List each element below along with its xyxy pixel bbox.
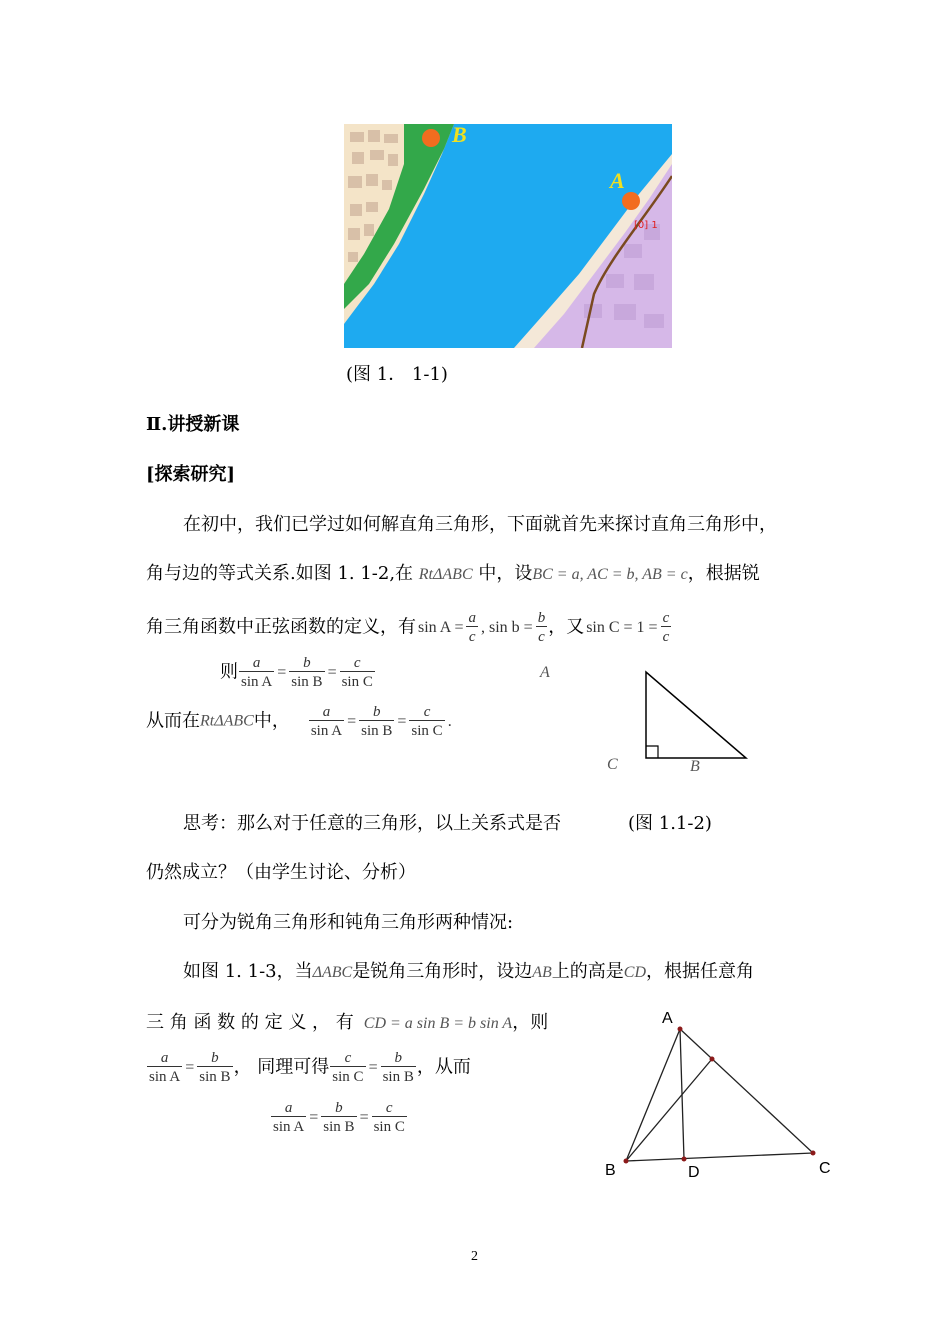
right-triangle — [646, 672, 746, 758]
frac-c-over-c — [661, 610, 672, 645]
equals-sign: = — [309, 1108, 319, 1126]
frac-den: sin C — [409, 720, 444, 739]
then-label: 则 — [220, 661, 238, 683]
para3-line2-b: ，则 — [512, 1012, 549, 1033]
frac-num: b — [394, 1050, 402, 1066]
frac-a-sinA — [239, 655, 274, 690]
equals-sign: = — [368, 1058, 378, 1076]
river-map-image — [344, 124, 672, 348]
frac-den: sin B — [197, 1066, 232, 1085]
frac-b-over-c — [536, 610, 548, 645]
frac-den: sin C — [340, 671, 375, 690]
frac-num: a — [468, 610, 476, 626]
frac-den: sin A — [309, 720, 344, 739]
map-label: [0] 1 — [634, 220, 658, 231]
para3-line2 — [146, 1012, 548, 1035]
frac-den: sin B — [381, 1066, 416, 1085]
frac-den: sin A — [239, 671, 274, 690]
frac-num: c — [344, 1050, 352, 1066]
frac-den: sin B — [289, 671, 324, 690]
figure2-caption: (图 1.1-2) — [628, 813, 712, 834]
frac-b-sinB — [289, 655, 324, 690]
still-text: 仍然成立？（由学生讨论、分析） — [146, 862, 416, 883]
thus-equation — [146, 704, 454, 739]
para1-line3-b: ，又 — [548, 616, 585, 638]
point-a-marker — [622, 192, 640, 210]
para3-line1 — [183, 961, 754, 984]
cd-equation: CD = a sin B = b sin A — [363, 1015, 513, 1032]
frac-b-sinB — [321, 1100, 356, 1135]
frac-num: c — [662, 610, 670, 626]
frac-a-sinA — [147, 1050, 182, 1085]
frac-num: b — [303, 655, 311, 671]
para3-line3 — [146, 1050, 471, 1085]
acute-triangle-lines — [626, 1029, 813, 1161]
frac-b-sinB — [381, 1050, 416, 1085]
para1-line2-a: 角与边的等式关系.如图 1. 1-2,在 — [146, 563, 414, 584]
frac-num: c — [385, 1100, 393, 1116]
point-b-marker — [422, 129, 440, 147]
cases-text: 可分为锐角三角形和钝角三角形两种情况: — [183, 912, 514, 933]
equals-sign: = — [359, 1108, 369, 1126]
frac-a-over-c — [466, 610, 478, 645]
frac-num: b — [211, 1050, 219, 1066]
para3-line1-b: 是锐角三角形时，设边 — [352, 961, 533, 982]
frac-num: c — [423, 704, 431, 720]
rt-abc-2: RtΔABC — [200, 712, 254, 730]
frac-den: c — [466, 626, 478, 645]
para1-line3-a: 角三角函数中正弦函数的定义，有 — [146, 616, 416, 638]
equals-sign: = — [185, 1058, 195, 1076]
final-equation — [270, 1100, 408, 1135]
frac-a-sinA — [309, 704, 344, 739]
frac-c-sinC — [409, 704, 444, 739]
page-number: 2 — [471, 1249, 478, 1264]
rt-abc: RtΔABC — [418, 566, 473, 583]
para1-line3 — [146, 610, 672, 645]
frac-num: a — [160, 1050, 169, 1066]
frac-b-sinB — [359, 704, 394, 739]
frac-den: sin B — [359, 720, 394, 739]
para1-line2-b: 中，设 — [478, 563, 533, 584]
section-title: Ⅱ.讲授新课 — [146, 414, 240, 435]
para1-line2-c: ，根据锐 — [687, 563, 760, 584]
thus-b: 中， — [253, 710, 290, 732]
thus-a: 从而在 — [146, 710, 200, 732]
equals-sign: = — [347, 712, 357, 730]
section-subtitle: [探索研究] — [146, 464, 236, 485]
river-map-svg — [344, 124, 672, 348]
point-a-label: A — [610, 168, 625, 193]
right-triangle-figure — [640, 668, 752, 764]
para1-line1: 在初中，我们已学过如何解直角三角形，下面就首先来探讨直角三角形中， — [183, 514, 777, 535]
think-text: 思考：那么对于任意的三角形，以上关系式是否 — [183, 813, 561, 834]
period: . — [447, 712, 452, 730]
para3-line1-c: 上的高是 — [551, 961, 624, 982]
side-ab: AB — [532, 964, 552, 981]
acute-triangle-figure — [600, 1005, 840, 1180]
bc-equation: BC = a, AC = b, AB = c — [532, 566, 688, 583]
sinb-lhs: , sin b = — [480, 618, 533, 636]
sinA-lhs: sin A = — [418, 618, 464, 636]
frac-den: c — [536, 626, 548, 645]
fig3-label-d: D — [688, 1164, 700, 1180]
frac-den: sin A — [271, 1116, 306, 1135]
frac-c-sinC — [340, 655, 375, 690]
delta-abc: ΔABC — [312, 964, 353, 981]
frac-num: a — [284, 1100, 293, 1116]
frac-num: a — [252, 655, 261, 671]
right-angle-marker — [646, 746, 658, 758]
para3-line2-a: 三 角 函 数 的 定 义 ， 有 — [146, 1012, 354, 1033]
frac-den: c — [661, 626, 672, 645]
frac-c-sinC — [372, 1100, 407, 1135]
fig3-label-c: C — [819, 1160, 831, 1177]
para3-line1-a: 如图 1. 1-3，当 — [183, 961, 313, 982]
frac-b-sinB — [197, 1050, 232, 1085]
frac-num: b — [537, 610, 546, 626]
frac-num: b — [335, 1100, 343, 1116]
fig3-label-b: B — [605, 1162, 616, 1179]
frac-den: sin A — [147, 1066, 182, 1085]
frac-num: b — [373, 704, 381, 720]
equals-sign: = — [397, 712, 407, 730]
frac-den: sin C — [372, 1116, 407, 1135]
point-b-label: B — [452, 124, 467, 147]
fig2-label-a: A — [540, 664, 550, 681]
frac-den: sin C — [330, 1066, 365, 1085]
hence-text: ，从而 — [416, 1056, 471, 1078]
height-cd: CD — [623, 964, 646, 981]
equals-sign: = — [327, 663, 337, 681]
frac-a-sinA — [271, 1100, 306, 1135]
frac-c-sinC — [330, 1050, 365, 1085]
fig2-label-b: B — [690, 758, 700, 775]
sinC-lhs: sin C = 1 = — [586, 618, 658, 636]
fig2-label-c: C — [607, 756, 618, 773]
then-equation — [220, 655, 376, 690]
para1-line2 — [146, 563, 760, 586]
frac-num: a — [322, 704, 331, 720]
figure1-caption: (图 1． 1-1) — [346, 364, 448, 385]
frac-num: c — [353, 655, 361, 671]
equals-sign: = — [277, 663, 287, 681]
fig3-label-a: A — [662, 1010, 673, 1027]
frac-den: sin B — [321, 1116, 356, 1135]
similarly-text: ， 同理可得 — [233, 1056, 330, 1078]
para3-line1-d: ，根据任意角 — [646, 961, 754, 982]
